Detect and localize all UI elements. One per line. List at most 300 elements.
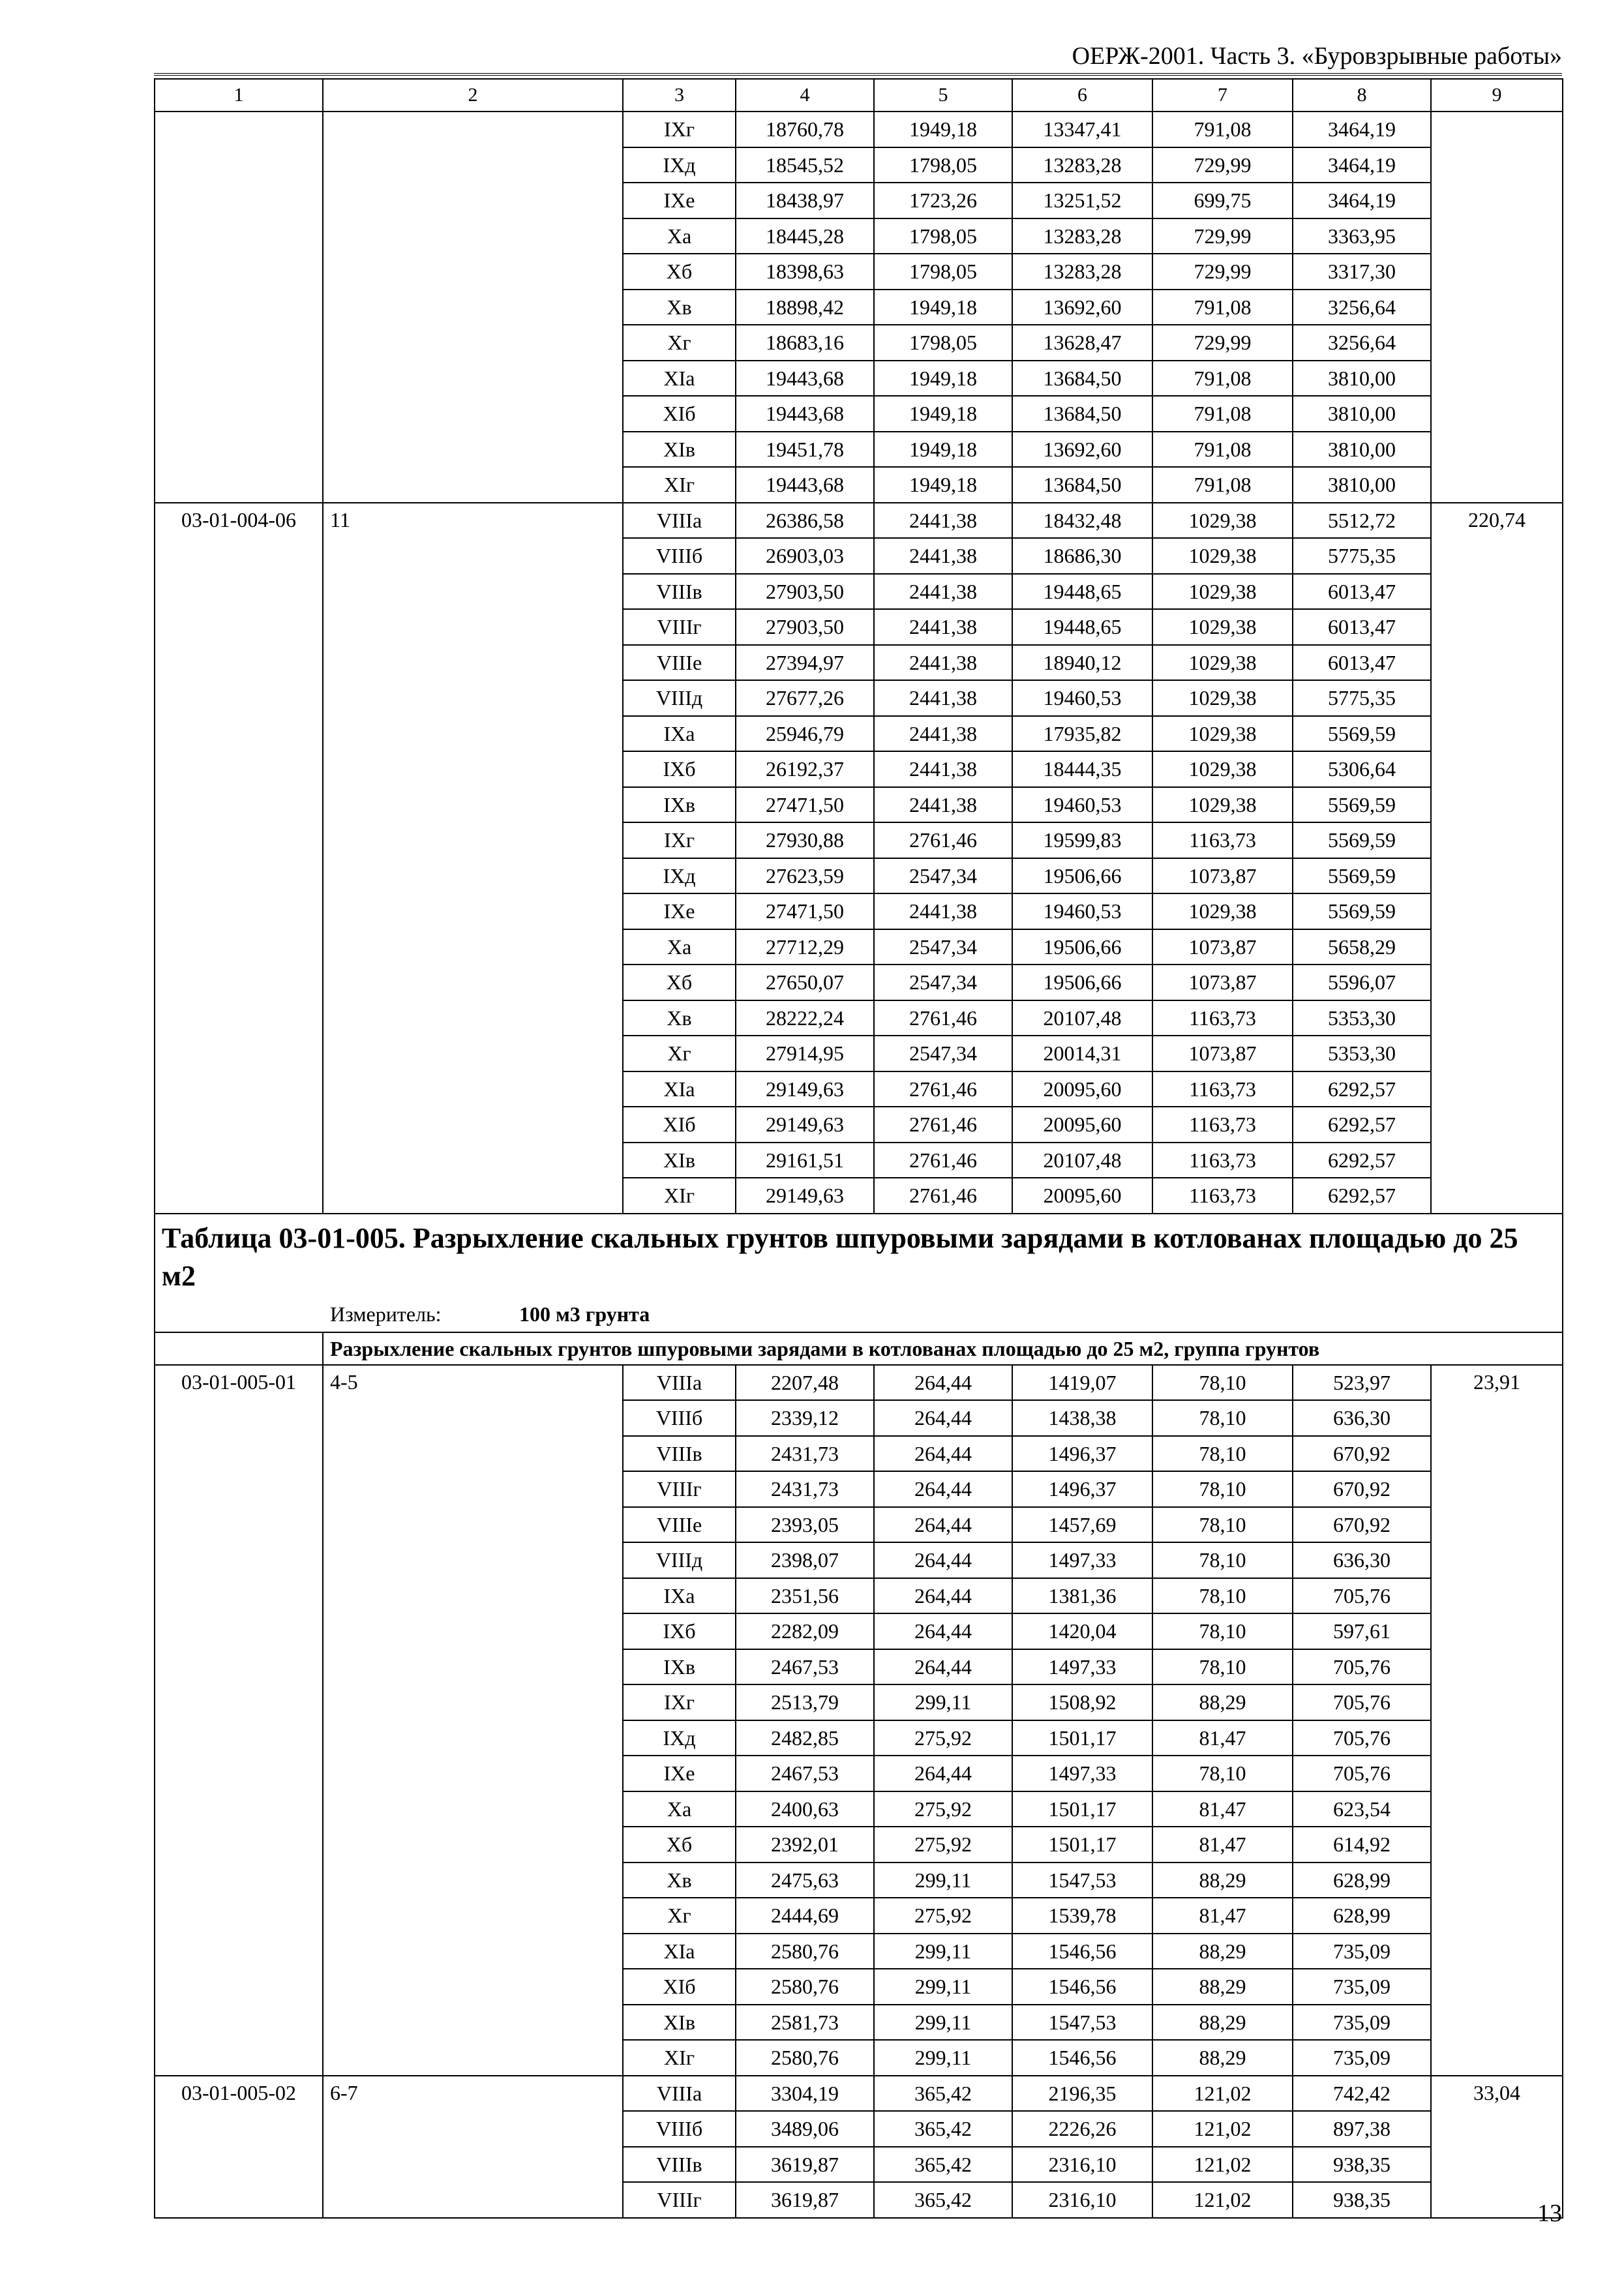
cost-value: 1539,78 — [1012, 1898, 1152, 1934]
cost-value: 81,47 — [1152, 1720, 1293, 1756]
cost-value: 6013,47 — [1293, 645, 1431, 681]
cost-value: 2513,79 — [736, 1684, 874, 1720]
cost-value: 897,38 — [1293, 2111, 1431, 2147]
cost-value: 1029,38 — [1152, 609, 1293, 645]
document-title: ОЕРЖ-2001. Часть 3. «Буровзрывные работы» — [1072, 42, 1562, 70]
cost-value: 29149,63 — [736, 1107, 874, 1143]
cost-value: 29161,51 — [736, 1143, 874, 1178]
soil-category: VIIIв — [623, 574, 736, 610]
soil-category: XIб — [623, 1107, 736, 1143]
soil-category: IXг — [623, 112, 736, 147]
cost-value: 1381,36 — [1012, 1578, 1152, 1614]
cost-value: 1438,38 — [1012, 1400, 1152, 1436]
cost-value: 19443,68 — [736, 361, 874, 396]
cost-value: 20107,48 — [1012, 1000, 1152, 1036]
soil-category: XIв — [623, 432, 736, 468]
soil-category: VIIIг — [623, 2182, 736, 2218]
soil-category: IXб — [623, 751, 736, 787]
cost-value: 705,76 — [1293, 1684, 1431, 1720]
cost-value: 25946,79 — [736, 716, 874, 752]
cost-value: 78,10 — [1152, 1436, 1293, 1472]
cost-value: 13692,60 — [1012, 290, 1152, 325]
cost-value: 27903,50 — [736, 574, 874, 610]
cost-value: 729,99 — [1152, 254, 1293, 290]
cost-value: 27623,59 — [736, 858, 874, 894]
cost-value: 1798,05 — [874, 147, 1012, 183]
cost-value: 18432,48 — [1012, 503, 1152, 539]
cost-value: 264,44 — [874, 1542, 1012, 1578]
cost-value: 365,42 — [874, 2111, 1012, 2147]
cost-value: 20095,60 — [1012, 1071, 1152, 1107]
cost-value: 1029,38 — [1152, 680, 1293, 716]
cost-value: 1723,26 — [874, 183, 1012, 218]
cost-value: 1029,38 — [1152, 893, 1293, 929]
cost-value: 636,30 — [1293, 1400, 1431, 1436]
cost-value: 1163,73 — [1152, 1071, 1293, 1107]
cost-value: 3304,19 — [736, 2076, 874, 2112]
cost-value: 20107,48 — [1012, 1143, 1152, 1178]
cost-value: 1949,18 — [874, 112, 1012, 147]
soil-category: VIIIа — [623, 2076, 736, 2112]
cost-value: 13684,50 — [1012, 396, 1152, 432]
soil-category: Xб — [623, 254, 736, 290]
soil-category: VIIIа — [623, 1365, 736, 1401]
measure-value: 100 м3 грунта — [519, 1302, 650, 1326]
soil-category: Xб — [623, 1827, 736, 1863]
cost-value: 2196,35 — [1012, 2076, 1152, 2112]
soil-category: VIIIб — [623, 2111, 736, 2147]
table-title: Таблица 03-01-005. Разрыхление скальных грунтов шпуровыми зарядами в котлованах площадью до 25 м2 — [162, 1221, 1518, 1292]
cost-value: 791,08 — [1152, 432, 1293, 468]
soil-category: Xв — [623, 290, 736, 325]
cost-value: 1501,17 — [1012, 1827, 1152, 1863]
cost-value: 18898,42 — [736, 290, 874, 325]
cost-value: 1798,05 — [874, 325, 1012, 361]
cost-value: 1949,18 — [874, 290, 1012, 325]
cost-value: 19443,68 — [736, 396, 874, 432]
cost-value: 299,11 — [874, 2040, 1012, 2076]
cost-value: 3810,00 — [1293, 432, 1431, 468]
cost-value: 1501,17 — [1012, 1791, 1152, 1827]
labor-cost: 23,91 — [1431, 1365, 1563, 2076]
soil-category: IXв — [623, 1649, 736, 1685]
cost-value: 1073,87 — [1152, 965, 1293, 1000]
cost-value: 18438,97 — [736, 183, 874, 218]
cost-value: 2351,56 — [736, 1578, 874, 1614]
soil-category: IXе — [623, 893, 736, 929]
cost-value: 275,92 — [874, 1720, 1012, 1756]
cost-value: 2441,38 — [874, 503, 1012, 539]
soil-category: IXб — [623, 1613, 736, 1649]
cost-value: 13684,50 — [1012, 361, 1152, 396]
cost-value: 27650,07 — [736, 965, 874, 1000]
soil-category: VIIIе — [623, 1507, 736, 1543]
cost-value: 2547,34 — [874, 965, 1012, 1000]
cost-value: 1798,05 — [874, 254, 1012, 290]
cost-value: 2580,76 — [736, 1969, 874, 2005]
cost-value: 13251,52 — [1012, 183, 1152, 218]
cost-value: 523,97 — [1293, 1365, 1431, 1401]
soil-group: 11 — [323, 503, 623, 1214]
column-number: 7 — [1152, 79, 1293, 112]
soil-category: IXг — [623, 822, 736, 858]
cost-value: 5569,59 — [1293, 822, 1431, 858]
cost-value: 1497,33 — [1012, 1649, 1152, 1685]
cost-value: 27677,26 — [736, 680, 874, 716]
soil-category: IXа — [623, 1578, 736, 1614]
cost-value: 20014,31 — [1012, 1036, 1152, 1071]
cost-value: 2580,76 — [736, 1934, 874, 1969]
soil-category: Xв — [623, 1863, 736, 1898]
cost-value: 2393,05 — [736, 1507, 874, 1543]
soil-category: VIIIд — [623, 1542, 736, 1578]
cost-value: 3489,06 — [736, 2111, 874, 2147]
cost-value: 2761,46 — [874, 1107, 1012, 1143]
soil-category: Xв — [623, 1000, 736, 1036]
cost-value: 1508,92 — [1012, 1684, 1152, 1720]
column-number: 5 — [874, 79, 1012, 112]
cost-value: 1497,33 — [1012, 1542, 1152, 1578]
cost-value: 2441,38 — [874, 645, 1012, 681]
cost-value: 78,10 — [1152, 1542, 1293, 1578]
measure-label: Измеритель: — [330, 1302, 442, 1326]
cost-value: 2316,10 — [1012, 2147, 1152, 2183]
cost-value: 121,02 — [1152, 2147, 1293, 2183]
cost-value: 1073,87 — [1152, 1036, 1293, 1071]
cost-value: 6292,57 — [1293, 1071, 1431, 1107]
table-row — [155, 2076, 1563, 2112]
cost-value: 264,44 — [874, 1365, 1012, 1401]
cost-value: 6013,47 — [1293, 609, 1431, 645]
cost-value: 5353,30 — [1293, 1000, 1431, 1036]
cost-value: 264,44 — [874, 1436, 1012, 1472]
soil-category: VIIIа — [623, 503, 736, 539]
cost-value: 670,92 — [1293, 1471, 1431, 1507]
cost-value: 78,10 — [1152, 1507, 1293, 1543]
page-header — [154, 38, 1562, 76]
cost-value: 13692,60 — [1012, 432, 1152, 468]
cost-value: 81,47 — [1152, 1898, 1293, 1934]
cost-value: 2431,73 — [736, 1471, 874, 1507]
cost-value: 88,29 — [1152, 2040, 1293, 2076]
cost-value: 670,92 — [1293, 1436, 1431, 1472]
cost-value: 2761,46 — [874, 1000, 1012, 1036]
cost-value: 6292,57 — [1293, 1143, 1431, 1178]
cost-value: 17935,82 — [1012, 716, 1152, 752]
cost-value: 3317,30 — [1293, 254, 1431, 290]
soil-category: VIIIб — [623, 1400, 736, 1436]
cost-value: 2226,26 — [1012, 2111, 1152, 2147]
cost-value: 264,44 — [874, 1400, 1012, 1436]
cost-value: 5306,64 — [1293, 751, 1431, 787]
cost-value: 2441,38 — [874, 538, 1012, 574]
cost-value: 5775,35 — [1293, 538, 1431, 574]
soil-category: IXд — [623, 1720, 736, 1756]
cost-value: 705,76 — [1293, 1720, 1431, 1756]
cost-value: 19460,53 — [1012, 680, 1152, 716]
cost-value: 121,02 — [1152, 2182, 1293, 2218]
soil-category: XIа — [623, 1071, 736, 1107]
cost-value: 1496,37 — [1012, 1436, 1152, 1472]
cost-value: 1457,69 — [1012, 1507, 1152, 1543]
cost-value: 1546,56 — [1012, 1934, 1152, 1969]
soil-category: VIIIб — [623, 538, 736, 574]
cost-value: 78,10 — [1152, 1400, 1293, 1436]
cost-value: 2207,48 — [736, 1365, 874, 1401]
cost-value: 597,61 — [1293, 1613, 1431, 1649]
cost-value: 19599,83 — [1012, 822, 1152, 858]
cost-value: 2441,38 — [874, 716, 1012, 752]
column-number-row — [155, 79, 1563, 112]
cost-value: 6292,57 — [1293, 1107, 1431, 1143]
cost-value: 735,09 — [1293, 1934, 1431, 1969]
cost-value: 3464,19 — [1293, 112, 1431, 147]
rate-code: 03-01-004-06 — [155, 503, 323, 1214]
subheader: Разрыхление скальных грунтов шпуровыми зарядами в котлованах площадью до 25 м2, группа грунтов — [323, 1332, 1563, 1365]
cost-value: 705,76 — [1293, 1649, 1431, 1685]
cost-value: 88,29 — [1152, 1934, 1293, 1969]
labor-cost: 220,74 — [1431, 503, 1563, 1214]
soil-category: VIIIе — [623, 645, 736, 681]
cost-value: 1029,38 — [1152, 574, 1293, 610]
cost-value: 3810,00 — [1293, 396, 1431, 432]
cost-value: 26386,58 — [736, 503, 874, 539]
cost-value: 5512,72 — [1293, 503, 1431, 539]
cost-value: 2339,12 — [736, 1400, 874, 1436]
cost-value: 1546,56 — [1012, 2040, 1152, 2076]
cost-value: 27914,95 — [736, 1036, 874, 1071]
cost-value: 729,99 — [1152, 218, 1293, 254]
cost-value: 18940,12 — [1012, 645, 1152, 681]
cost-value: 275,92 — [874, 1898, 1012, 1934]
cost-value: 121,02 — [1152, 2111, 1293, 2147]
cost-value: 27471,50 — [736, 787, 874, 823]
cost-value: 938,35 — [1293, 2147, 1431, 2183]
cost-value: 3464,19 — [1293, 183, 1431, 218]
cost-value: 3256,64 — [1293, 290, 1431, 325]
column-number: 6 — [1012, 79, 1152, 112]
soil-category: VIIIг — [623, 1471, 736, 1507]
table-title-row — [155, 1214, 1563, 1332]
cost-value: 81,47 — [1152, 1827, 1293, 1863]
cost-value: 18398,63 — [736, 254, 874, 290]
cost-value: 2475,63 — [736, 1863, 874, 1898]
cost-value: 2282,09 — [736, 1613, 874, 1649]
soil-category: IXв — [623, 787, 736, 823]
cost-value: 264,44 — [874, 1471, 1012, 1507]
cost-value: 5569,59 — [1293, 858, 1431, 894]
cost-value: 705,76 — [1293, 1756, 1431, 1791]
cost-value: 2431,73 — [736, 1436, 874, 1472]
cost-value: 365,42 — [874, 2182, 1012, 2218]
cost-value: 3256,64 — [1293, 325, 1431, 361]
cost-value: 2761,46 — [874, 1071, 1012, 1107]
cost-value: 299,11 — [874, 1863, 1012, 1898]
measure-line — [162, 1299, 1554, 1329]
cost-value: 19506,66 — [1012, 929, 1152, 965]
cost-value: 5658,29 — [1293, 929, 1431, 965]
soil-category: XIв — [623, 2005, 736, 2041]
soil-category: IXа — [623, 716, 736, 752]
cost-value: 2400,63 — [736, 1791, 874, 1827]
soil-category: Xг — [623, 1036, 736, 1071]
cost-value: 19443,68 — [736, 467, 874, 503]
cost-value: 628,99 — [1293, 1898, 1431, 1934]
cost-value: 1163,73 — [1152, 822, 1293, 858]
cost-value: 78,10 — [1152, 1756, 1293, 1791]
cost-value: 19506,66 — [1012, 858, 1152, 894]
column-number: 2 — [323, 79, 623, 112]
cost-value: 13628,47 — [1012, 325, 1152, 361]
cost-value: 299,11 — [874, 2005, 1012, 2041]
soil-category: XIг — [623, 2040, 736, 2076]
cost-value: 264,44 — [874, 1613, 1012, 1649]
cost-value: 1029,38 — [1152, 503, 1293, 539]
rate-code: 03-01-005-01 — [155, 1365, 323, 2076]
cost-value: 791,08 — [1152, 112, 1293, 147]
cost-value: 1420,04 — [1012, 1613, 1152, 1649]
cost-value: 3810,00 — [1293, 467, 1431, 503]
soil-category: Xа — [623, 218, 736, 254]
cost-value: 2547,34 — [874, 858, 1012, 894]
cost-value: 20095,60 — [1012, 1178, 1152, 1214]
column-number: 3 — [623, 79, 736, 112]
column-number: 1 — [155, 79, 323, 112]
cost-value: 27394,97 — [736, 645, 874, 681]
soil-category: Xб — [623, 965, 736, 1000]
cost-value: 1163,73 — [1152, 1143, 1293, 1178]
cost-value: 299,11 — [874, 1934, 1012, 1969]
cost-value: 1073,87 — [1152, 929, 1293, 965]
cost-value: 27712,29 — [736, 929, 874, 965]
cost-value: 1547,53 — [1012, 2005, 1152, 2041]
cost-value: 3363,95 — [1293, 218, 1431, 254]
cost-value: 365,42 — [874, 2076, 1012, 2112]
cost-value: 1029,38 — [1152, 538, 1293, 574]
cost-value: 299,11 — [874, 1969, 1012, 2005]
cost-value: 18545,52 — [736, 147, 874, 183]
soil-category: XIг — [623, 1178, 736, 1214]
cost-value: 81,47 — [1152, 1791, 1293, 1827]
cost-value: 3619,87 — [736, 2147, 874, 2183]
soil-category: XIа — [623, 361, 736, 396]
cost-value: 5569,59 — [1293, 716, 1431, 752]
cost-value: 13283,28 — [1012, 147, 1152, 183]
cost-value: 5596,07 — [1293, 965, 1431, 1000]
cost-value: 2761,46 — [874, 822, 1012, 858]
cost-value: 1546,56 — [1012, 1969, 1152, 2005]
cost-value: 735,09 — [1293, 1969, 1431, 2005]
table-title-cell — [155, 1214, 1563, 1332]
soil-category: XIг — [623, 467, 736, 503]
cost-value: 2441,38 — [874, 680, 1012, 716]
soil-category: Xг — [623, 325, 736, 361]
soil-category: XIв — [623, 1143, 736, 1178]
header-rule — [154, 73, 1562, 76]
cost-value: 275,92 — [874, 1827, 1012, 1863]
page-number: 13 — [1537, 2200, 1562, 2227]
cost-value: 3464,19 — [1293, 147, 1431, 183]
cost-value: 121,02 — [1152, 2076, 1293, 2112]
cost-value: 26192,37 — [736, 751, 874, 787]
soil-category: Xа — [623, 929, 736, 965]
cost-value: 2761,46 — [874, 1143, 1012, 1178]
soil-category: VIIIд — [623, 680, 736, 716]
cost-value: 705,76 — [1293, 1578, 1431, 1614]
cost-value: 699,75 — [1152, 183, 1293, 218]
column-number: 9 — [1431, 79, 1563, 112]
cost-value: 5353,30 — [1293, 1036, 1431, 1071]
cost-value: 1949,18 — [874, 467, 1012, 503]
cost-value: 78,10 — [1152, 1613, 1293, 1649]
cost-value: 88,29 — [1152, 1684, 1293, 1720]
cost-value: 19448,65 — [1012, 609, 1152, 645]
cost-value: 729,99 — [1152, 325, 1293, 361]
cost-value: 1949,18 — [874, 432, 1012, 468]
cost-value: 614,92 — [1293, 1827, 1431, 1863]
cost-value: 78,10 — [1152, 1471, 1293, 1507]
cost-value: 1949,18 — [874, 361, 1012, 396]
cost-value: 2441,38 — [874, 893, 1012, 929]
cost-value: 27471,50 — [736, 893, 874, 929]
soil-category: IXд — [623, 147, 736, 183]
cost-value: 1497,33 — [1012, 1756, 1152, 1791]
cost-value: 2580,76 — [736, 2040, 874, 2076]
cost-value: 26903,03 — [736, 538, 874, 574]
cost-value: 2482,85 — [736, 1720, 874, 1756]
soil-category: VIIIв — [623, 2147, 736, 2183]
cost-value: 3810,00 — [1293, 361, 1431, 396]
cost-value: 938,35 — [1293, 2182, 1431, 2218]
soil-category: IXг — [623, 1684, 736, 1720]
cost-value: 13283,28 — [1012, 254, 1152, 290]
cost-value: 13283,28 — [1012, 218, 1152, 254]
cost-value: 1163,73 — [1152, 1178, 1293, 1214]
rate-code: 03-01-005-02 — [155, 2076, 323, 2218]
cost-value: 1163,73 — [1152, 1107, 1293, 1143]
table-row — [155, 112, 1563, 147]
cost-value: 2441,38 — [874, 609, 1012, 645]
cost-value: 2467,53 — [736, 1649, 874, 1685]
cost-value: 19460,53 — [1012, 893, 1152, 929]
cost-value: 1029,38 — [1152, 751, 1293, 787]
subheader-spacer — [155, 1332, 323, 1365]
soil-category: IXе — [623, 183, 736, 218]
cost-value: 19506,66 — [1012, 965, 1152, 1000]
cost-value: 1949,18 — [874, 396, 1012, 432]
cost-value: 2467,53 — [736, 1756, 874, 1791]
subheader-row — [155, 1332, 1563, 1365]
cost-value: 791,08 — [1152, 361, 1293, 396]
soil-group: 4-5 — [323, 1365, 623, 2076]
soil-category: XIа — [623, 1934, 736, 1969]
soil-category: XIб — [623, 396, 736, 432]
cost-value: 20095,60 — [1012, 1107, 1152, 1143]
cost-value: 791,08 — [1152, 396, 1293, 432]
table-row — [155, 1365, 1563, 1401]
cost-value: 18760,78 — [736, 112, 874, 147]
cost-value: 18444,35 — [1012, 751, 1152, 787]
cost-value: 264,44 — [874, 1578, 1012, 1614]
cost-value: 19451,78 — [736, 432, 874, 468]
cost-value: 88,29 — [1152, 1863, 1293, 1898]
cost-value: 264,44 — [874, 1507, 1012, 1543]
soil-group: 6-7 — [323, 2076, 623, 2218]
cost-value: 299,11 — [874, 1684, 1012, 1720]
cost-value: 275,92 — [874, 1791, 1012, 1827]
cost-value: 5569,59 — [1293, 787, 1431, 823]
cost-value: 623,54 — [1293, 1791, 1431, 1827]
